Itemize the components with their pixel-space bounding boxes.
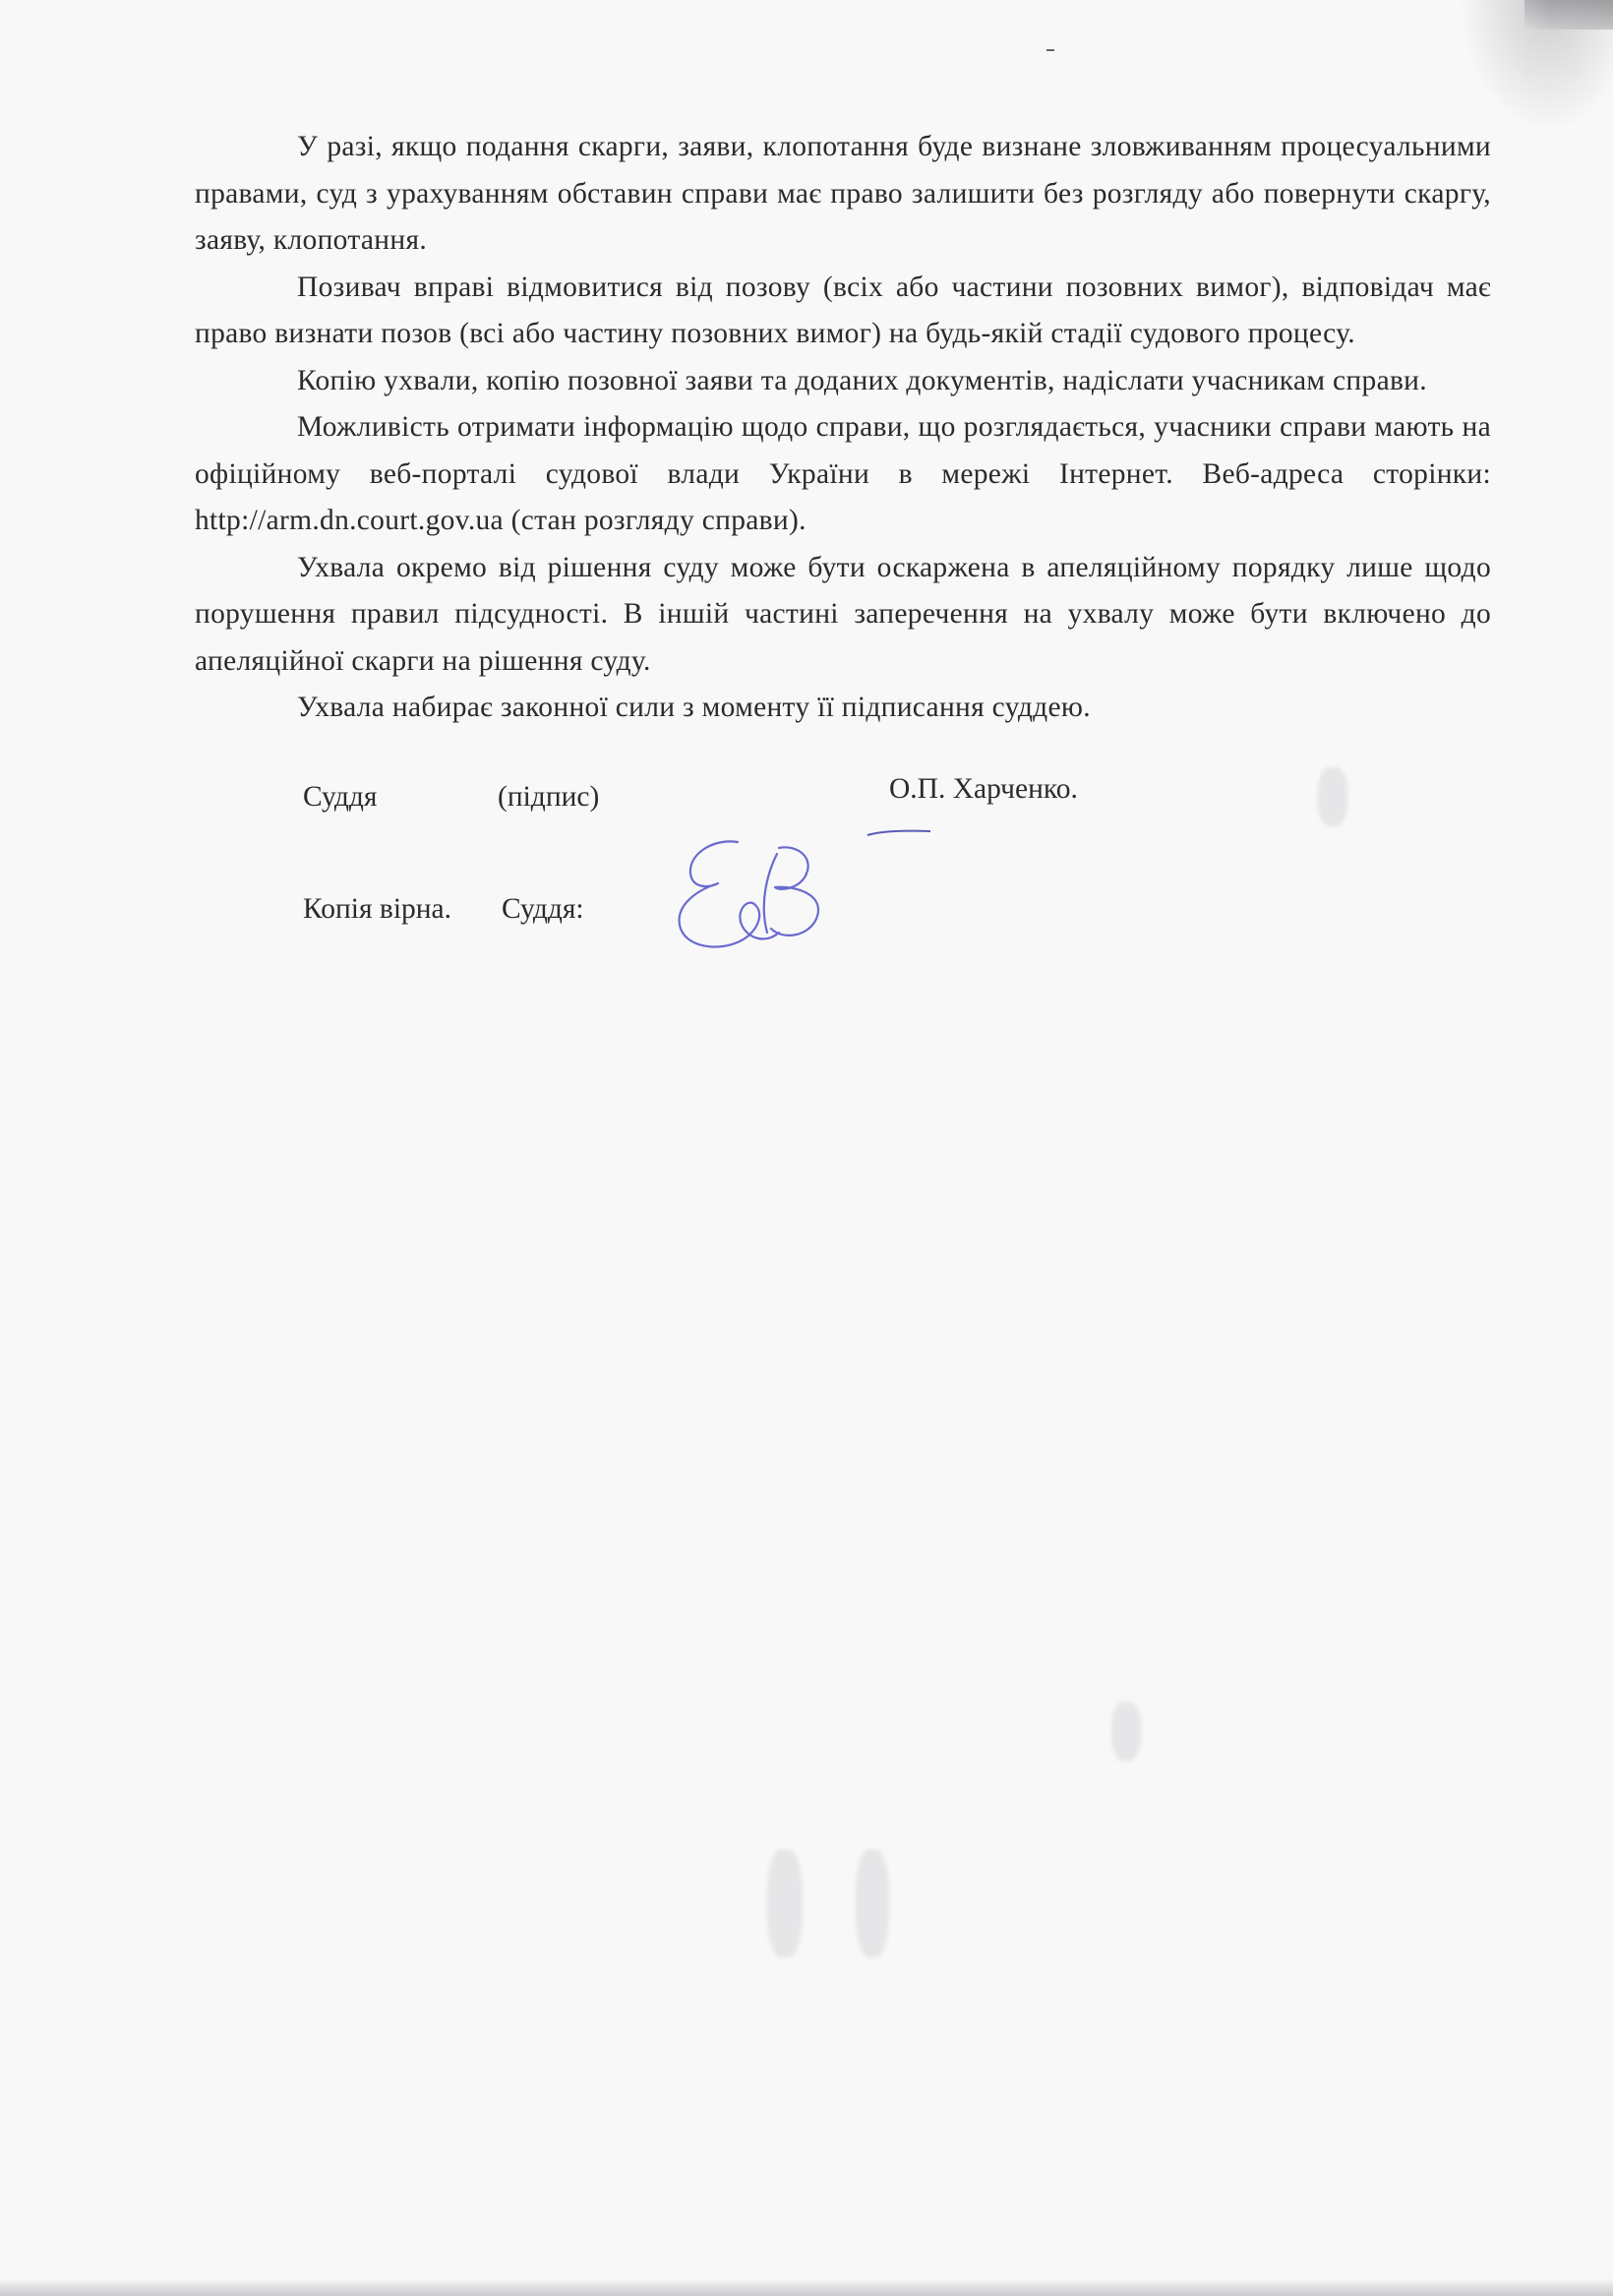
scan-smudge xyxy=(856,1849,889,1958)
paragraph-claim-withdrawal: Позивач вправі відмовитися від позову (всіх або частини позовних вимог), відповідач має право визнати позов (всі або частину позовних вимог) на будь-якій стадії судового процесу. xyxy=(195,271,1491,349)
document-body xyxy=(195,124,1491,732)
paragraph-abuse-of-rights: У разі, якщо подання скарги, заяви, клопотання буде визнане зловживанням процесуальними правами, суд з урахуванням обставин справи має право залишити без розгляду або повернути скаргу, заяву, клопотання. xyxy=(195,131,1491,256)
paragraph-case-info: Можливість отримати інформацію щодо справи, що розглядається, учасники справи мають на офіційному веб-порталі судової влади України в мережі Інтернет. Веб-адреса сторінки: http://arm.dn.court.gov.ua (стан розгляду справи). xyxy=(195,411,1491,536)
scan-smudge xyxy=(767,1849,803,1958)
copy-certified-label: Копія вірна. xyxy=(303,893,452,925)
scan-corner-shadow xyxy=(1524,0,1613,30)
scan-smudge xyxy=(1318,767,1347,826)
scan-mark xyxy=(1046,49,1054,51)
signature-placeholder: (підпис) xyxy=(498,781,600,813)
judge-name: О.П. Харченко. xyxy=(889,773,1078,805)
pen-stroke xyxy=(866,826,934,840)
paragraph-send-copies: Копію ухвали, копію позовної заяви та доданих документів, надіслати учасникам справи. xyxy=(297,364,1427,396)
paragraph-appeal: Ухвала окремо від рішення суду може бути оскаржена в апеляційному порядку лише щодо порушення правил підсудності. В іншій частині заперечення на ухвалу може бути включено до апеляційної скарги на рішення суду. xyxy=(195,551,1491,677)
scan-smudge xyxy=(1111,1702,1141,1761)
scan-bottom-edge xyxy=(0,2278,1613,2296)
paragraph-effective: Ухвала набирає законної сили з моменту її підписання суддею. xyxy=(297,692,1091,723)
copy-judge-label: Суддя: xyxy=(502,893,584,925)
judge-label: Суддя xyxy=(303,781,378,813)
handwritten-signature xyxy=(669,834,846,962)
